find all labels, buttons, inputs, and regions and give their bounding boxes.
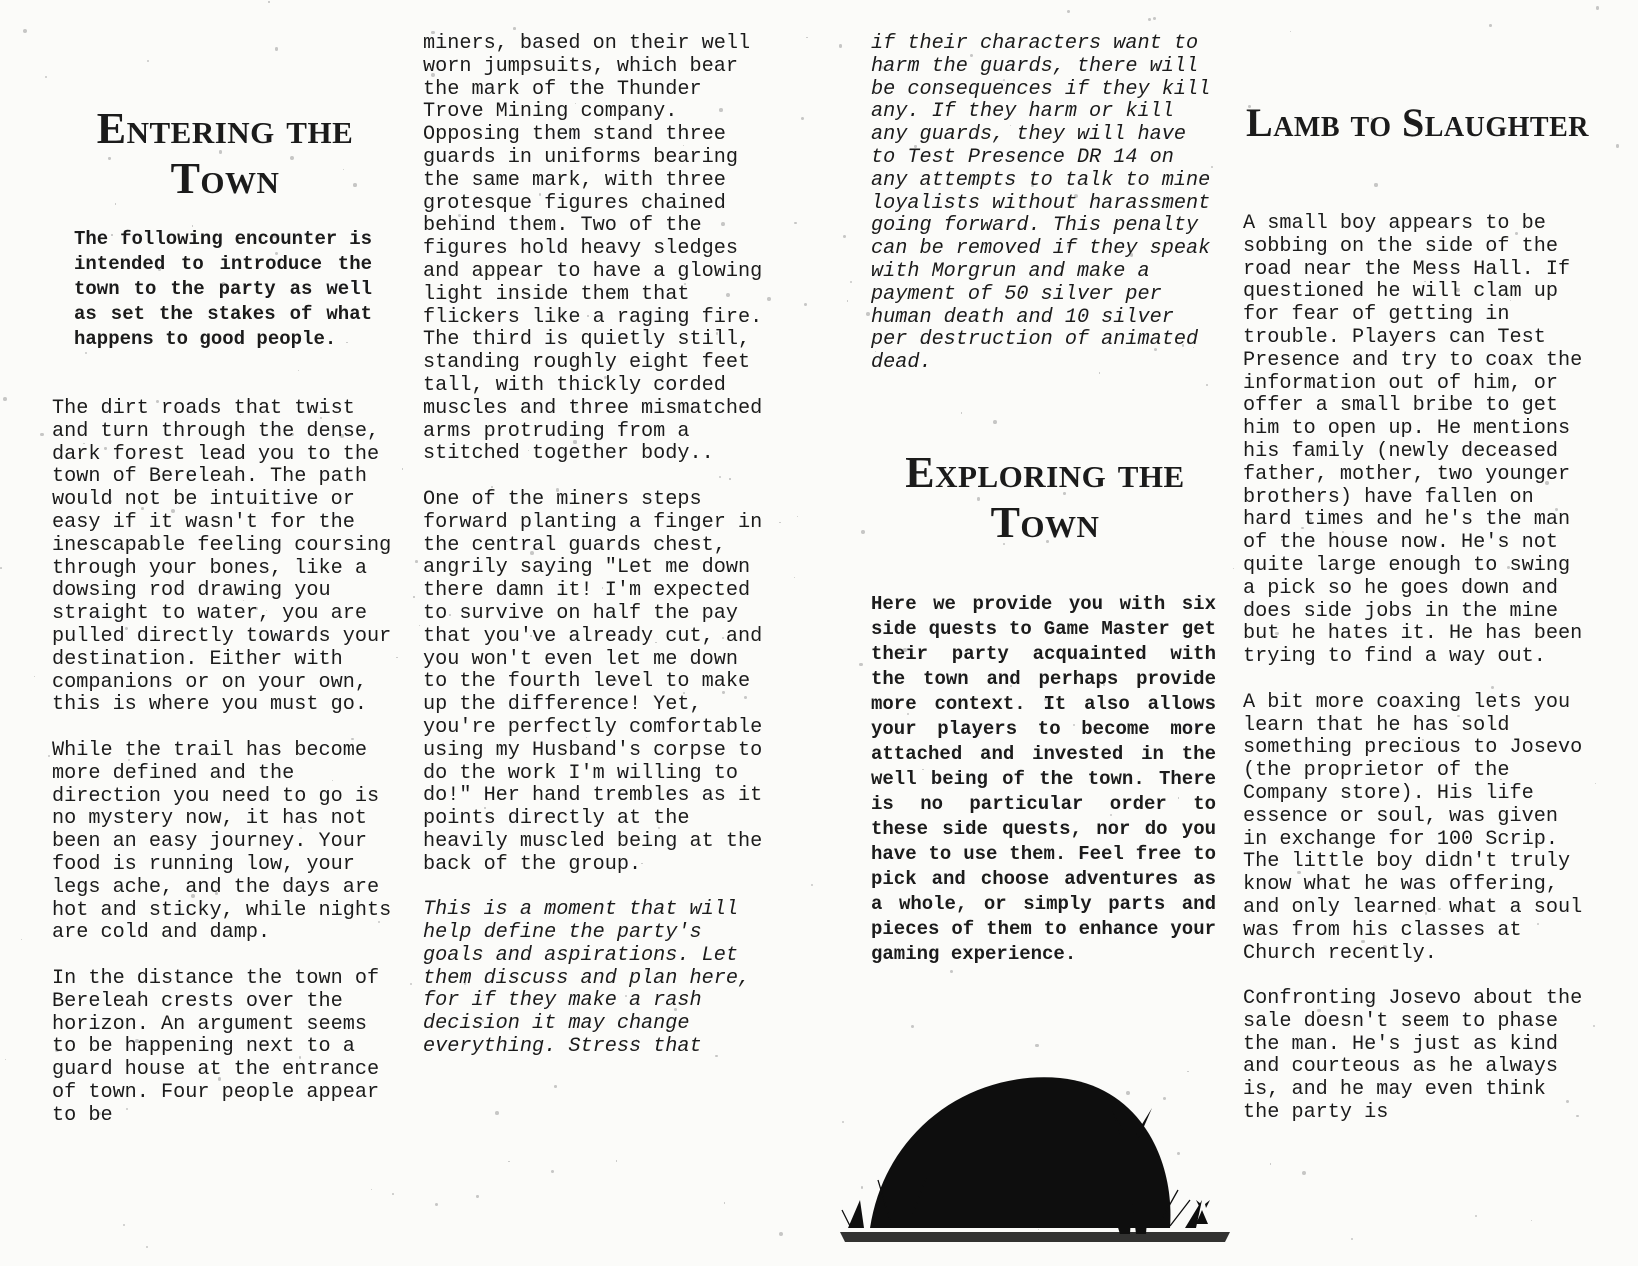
- speckle: [797, 516, 799, 518]
- speckle: [866, 312, 870, 316]
- speckle: [1290, 31, 1291, 32]
- speckle: [1035, 1044, 1039, 1048]
- speckle: [23, 29, 27, 33]
- speckle: [1067, 10, 1071, 14]
- heading-exploring-the-town: Exploring the Town: [905, 448, 1185, 547]
- speckle: [1351, 1238, 1353, 1240]
- speckle: [724, 1202, 725, 1203]
- speckle: [811, 884, 813, 886]
- speckle: [779, 1232, 783, 1236]
- speckle: [40, 433, 43, 436]
- speckle: [794, 222, 797, 225]
- speckle: [551, 1170, 554, 1173]
- speckle: [847, 300, 848, 301]
- speckle: [435, 1203, 438, 1206]
- speckle: [1233, 568, 1234, 569]
- speckle: [275, 47, 278, 50]
- speckle: [147, 60, 149, 62]
- column-1-body: [52, 397, 404, 1150]
- column-3-body: [871, 32, 1223, 398]
- speckle: [801, 117, 804, 120]
- speckle: [415, 560, 418, 563]
- paragraph: In the distance the town of Bereleah crests over the horizon. An argument seems to be happening next to a guard house at the entrance of town. Four people appear to be: [52, 966, 392, 1127]
- speckle: [508, 1161, 510, 1163]
- speckle: [410, 983, 412, 985]
- speckle: [1616, 144, 1619, 147]
- speckle: [616, 1160, 617, 1161]
- heading-lamb-to-slaughter: Lamb to Slaughter: [1246, 100, 1589, 145]
- speckle: [413, 596, 414, 597]
- paragraph: miners, based on their well worn jumpsuits, which bear the mark of the Thunder Trove Mining company. Opposing them stand three guards in uniforms bearing the same mark, with three grotesque figures chained behind them. Two of the figures hold heavy sledges and appear to have a glowing light inside them that flickers like a raging fire. The third is quietly still, standing roughly eight feet tall, with thickly corded muscles and three mismatched arms protruding from a stitched together body..: [423, 32, 775, 466]
- paragraph: A bit more coaxing lets you learn that he has sold something precious to Josevo (the proprietor of the Company store). His life essence or soul, was given in exchange for 100 Scrip. The little boy didn't truly know what he was offering, and only learned what a soul was from his classes at Church recently.: [1243, 690, 1595, 965]
- speckle: [371, 1189, 372, 1190]
- gm-note-italic-continued: if their characters want to harm the guards, there will be consequences if they kill any. If they harm or kill any guards, they will have to Test Presence DR 14 on any attempts to talk to mine loyalists without harassment going forward. This penalty can be removed if they speak with Morgrun and make a payment of 50 silver per human death and 10 silver per destruction of animated dead.: [871, 32, 1223, 375]
- speckle: [268, 1, 269, 2]
- speckle: [495, 1111, 499, 1115]
- speckle: [993, 420, 997, 424]
- intro-lede-entering: The following encounter is intended to introduce the town to the party as well as set the stakes of what happens to good people.: [74, 228, 372, 350]
- speckle: [1270, 1163, 1271, 1164]
- speckle: [1593, 1025, 1595, 1027]
- speckle: [21, 939, 22, 940]
- paragraph: Confronting Josevo about the sale doesn't seem to phase the man. He's just as kind and courteous as he always is, and he may even think the party is: [1243, 987, 1595, 1125]
- speckle: [476, 1195, 478, 1197]
- speckle: [850, 281, 852, 283]
- speckle: [402, 468, 404, 470]
- paragraph: One of the miners steps forward planting a finger in the central guards chest, angrily saying "Let me down there damn it! I'm expected to survive on half the pay that you've already cut, and you won't even let me down to the fourth level to make up the difference! Yet, you're perfectly comfortable using my Husband's corpse to do the work I'm willing to do!" Her hand trembles as it points directly at the heavily muscled being at the back of the group.: [423, 487, 775, 876]
- paragraph: A small boy appears to be sobbing on the side of the road near the Mess Hall. If questioned he will clam up for fear of getting in trouble. Players can Test Presence and try to coax the information out of him, or offer a small bribe to get him to open up. He mentions his family (newly deceased father, mother, two younger brothers) have fallen on hard times and he's the man of the house now. He's not quite large enough to swing a pick so he goes down and does side jobs in the mine but he hates it. He has been trying to find a way out.: [1243, 212, 1595, 669]
- speckle: [45, 76, 47, 78]
- speckle: [48, 755, 50, 757]
- speckle: [554, 1085, 557, 1088]
- speckle: [1148, 18, 1151, 21]
- speckle: [3, 397, 7, 401]
- speckle: [1489, 24, 1492, 27]
- speckle: [513, 27, 516, 30]
- paragraph: While the trail has become more defined and the direction you need to go is no mystery now, it has not been an easy journey. Your food is running low, your legs ache, and the days are hot and sticky, while nights are cold and damp.: [52, 738, 404, 945]
- speckle: [806, 37, 807, 38]
- speckle: [911, 1025, 914, 1028]
- gm-note-italic: This is a moment that will help define the party's goals and aspirations. Let them discuss and plan here, for if they make a rash decision it may change everything. Stress that: [423, 898, 763, 1059]
- speckle: [1374, 183, 1377, 186]
- speckle: [1475, 1215, 1478, 1218]
- speckle: [1595, 783, 1596, 784]
- speckle: [859, 663, 862, 666]
- speckle: [0, 567, 2, 569]
- speckle: [839, 44, 843, 48]
- speckle: [794, 577, 795, 578]
- speckle: [950, 970, 953, 973]
- speckle: [85, 352, 87, 354]
- speckle: [1302, 1171, 1306, 1175]
- column-2-body: [423, 32, 775, 1082]
- speckle: [34, 676, 35, 677]
- speckle: [804, 303, 807, 306]
- speckle: [123, 1224, 125, 1226]
- speckle: [1531, 1220, 1532, 1221]
- speckle: [146, 1246, 148, 1248]
- cave-with-horned-figure-icon: [830, 1050, 1240, 1250]
- column-4-body: [1243, 213, 1593, 1148]
- intro-lede-exploring: Here we provide you with six side quests to Game Master get their party acquainted with the town and perhaps provide more context. It also allows your players to become more attached and invested in the well being of the town. There is no particular order to these side quests, nor do you have to use them. Feel free to pick and choose adventures as a whole, or simply parts and pieces of them to enhance your gaming experience.: [871, 593, 1216, 965]
- speckle: [843, 235, 846, 238]
- speckle: [779, 522, 780, 523]
- paragraph: The dirt roads that twist and turn through the dense, dark forest lead you to the town of Bereleah. The path would not be intuitive or easy if it wasn't for the inescapable feeling coursing through your bones, like a dowsing rod drawing you straight to water, you are pulled directly towards your destination. Either with companions or on your own, this is where you must go.: [52, 397, 404, 717]
- speckle: [5, 1059, 7, 1061]
- heading-entering-the-town: Entering the Town: [96, 104, 354, 203]
- speckle: [1153, 17, 1156, 20]
- speckle: [298, 370, 299, 371]
- speckle: [1596, 6, 1599, 9]
- speckle: [419, 625, 420, 626]
- speckle: [392, 1193, 394, 1195]
- speckle: [961, 412, 962, 413]
